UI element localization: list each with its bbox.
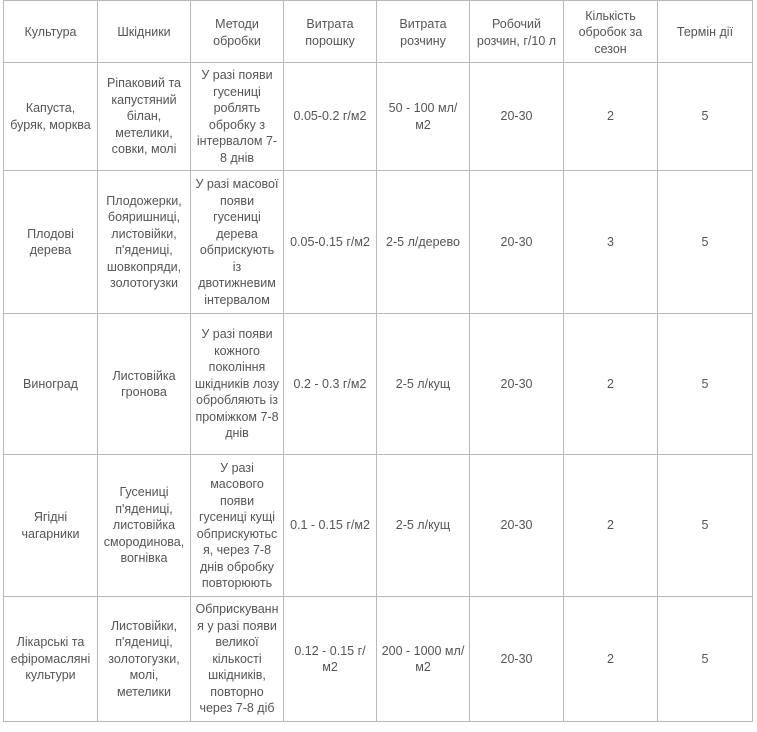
cell-powder: 0.2 - 0.3 г/м2 <box>284 314 377 455</box>
cell-method: У разі появи кожного покоління шкідників лозу обробляють із проміжком 7-8 днів <box>191 314 284 455</box>
pesticide-usage-table <box>3 0 753 722</box>
cell-working-solution: 20-30 <box>470 455 564 597</box>
cell-working-solution: 20-30 <box>470 171 564 314</box>
cell-pests: Ріпаковий та капустяний білан, метелики, совки, молі <box>98 63 191 171</box>
header-solution: Витрата розчину <box>377 1 470 63</box>
cell-powder: 0.1 - 0.15 г/м2 <box>284 455 377 597</box>
cell-crop: Лікарські та ефіромасляні культури <box>4 597 98 722</box>
header-crop: Культура <box>4 1 98 63</box>
cell-solution: 2-5 л/кущ <box>377 314 470 455</box>
table-row <box>4 597 753 722</box>
header-powder: Витрата порошку <box>284 1 377 63</box>
header-method: Методи обробки <box>191 1 284 63</box>
cell-powder: 0.12 - 0.15 г/м2 <box>284 597 377 722</box>
cell-term: 5 <box>658 597 753 722</box>
header-pests: Шкідники <box>98 1 191 63</box>
cell-working-solution: 20-30 <box>470 314 564 455</box>
header-working-solution: Робочий розчин, г/10 л <box>470 1 564 63</box>
cell-working-solution: 20-30 <box>470 597 564 722</box>
table-row <box>4 171 753 314</box>
cell-solution: 2-5 л/кущ <box>377 455 470 597</box>
cell-pests: Гусениці п'ядениці, листовійка смородинова, вогнівка <box>98 455 191 597</box>
cell-method: Обприскування у разі появи великої кількості шкідників, повторно через 7-8 діб <box>191 597 284 722</box>
cell-method: У разі масової появи гусениці дерева обприскують із двотижневим інтервалом <box>191 171 284 314</box>
header-term: Термін дії <box>658 1 753 63</box>
cell-term: 5 <box>658 63 753 171</box>
cell-crop: Ягідні чагарники <box>4 455 98 597</box>
table-row <box>4 63 753 171</box>
cell-crop: Плодові дерева <box>4 171 98 314</box>
cell-crop: Капуста, буряк, морква <box>4 63 98 171</box>
cell-pests: Листовійка гронова <box>98 314 191 455</box>
cell-crop: Виноград <box>4 314 98 455</box>
cell-term: 5 <box>658 314 753 455</box>
cell-treatment-count: 2 <box>564 455 658 597</box>
cell-method: У разі масового появи гусениці кущі обприскуються, через 7-8 днів обробку повторюють <box>191 455 284 597</box>
cell-method: У разі появи гусениці роблять обробку з інтервалом 7-8 днів <box>191 63 284 171</box>
cell-term: 5 <box>658 171 753 314</box>
header-treatment-count: Кількість обробок за сезон <box>564 1 658 63</box>
cell-solution: 200 - 1000 мл/м2 <box>377 597 470 722</box>
cell-term: 5 <box>658 455 753 597</box>
cell-treatment-count: 2 <box>564 597 658 722</box>
cell-pests: Плодожерки, бояришниці, листовійки, п'ядениці, шовкопряди, золотогузки <box>98 171 191 314</box>
cell-powder: 0.05-0.2 г/м2 <box>284 63 377 171</box>
cell-pests: Листовійки, п'ядениці, золотогузки, молі, метелики <box>98 597 191 722</box>
table-row <box>4 314 753 455</box>
table-header-row <box>4 1 753 63</box>
cell-treatment-count: 2 <box>564 314 658 455</box>
cell-treatment-count: 2 <box>564 63 658 171</box>
cell-solution: 50 - 100 мл/м2 <box>377 63 470 171</box>
table-row <box>4 455 753 597</box>
cell-treatment-count: 3 <box>564 171 658 314</box>
cell-powder: 0.05-0.15 г/м2 <box>284 171 377 314</box>
cell-working-solution: 20-30 <box>470 63 564 171</box>
cell-solution: 2-5 л/дерево <box>377 171 470 314</box>
